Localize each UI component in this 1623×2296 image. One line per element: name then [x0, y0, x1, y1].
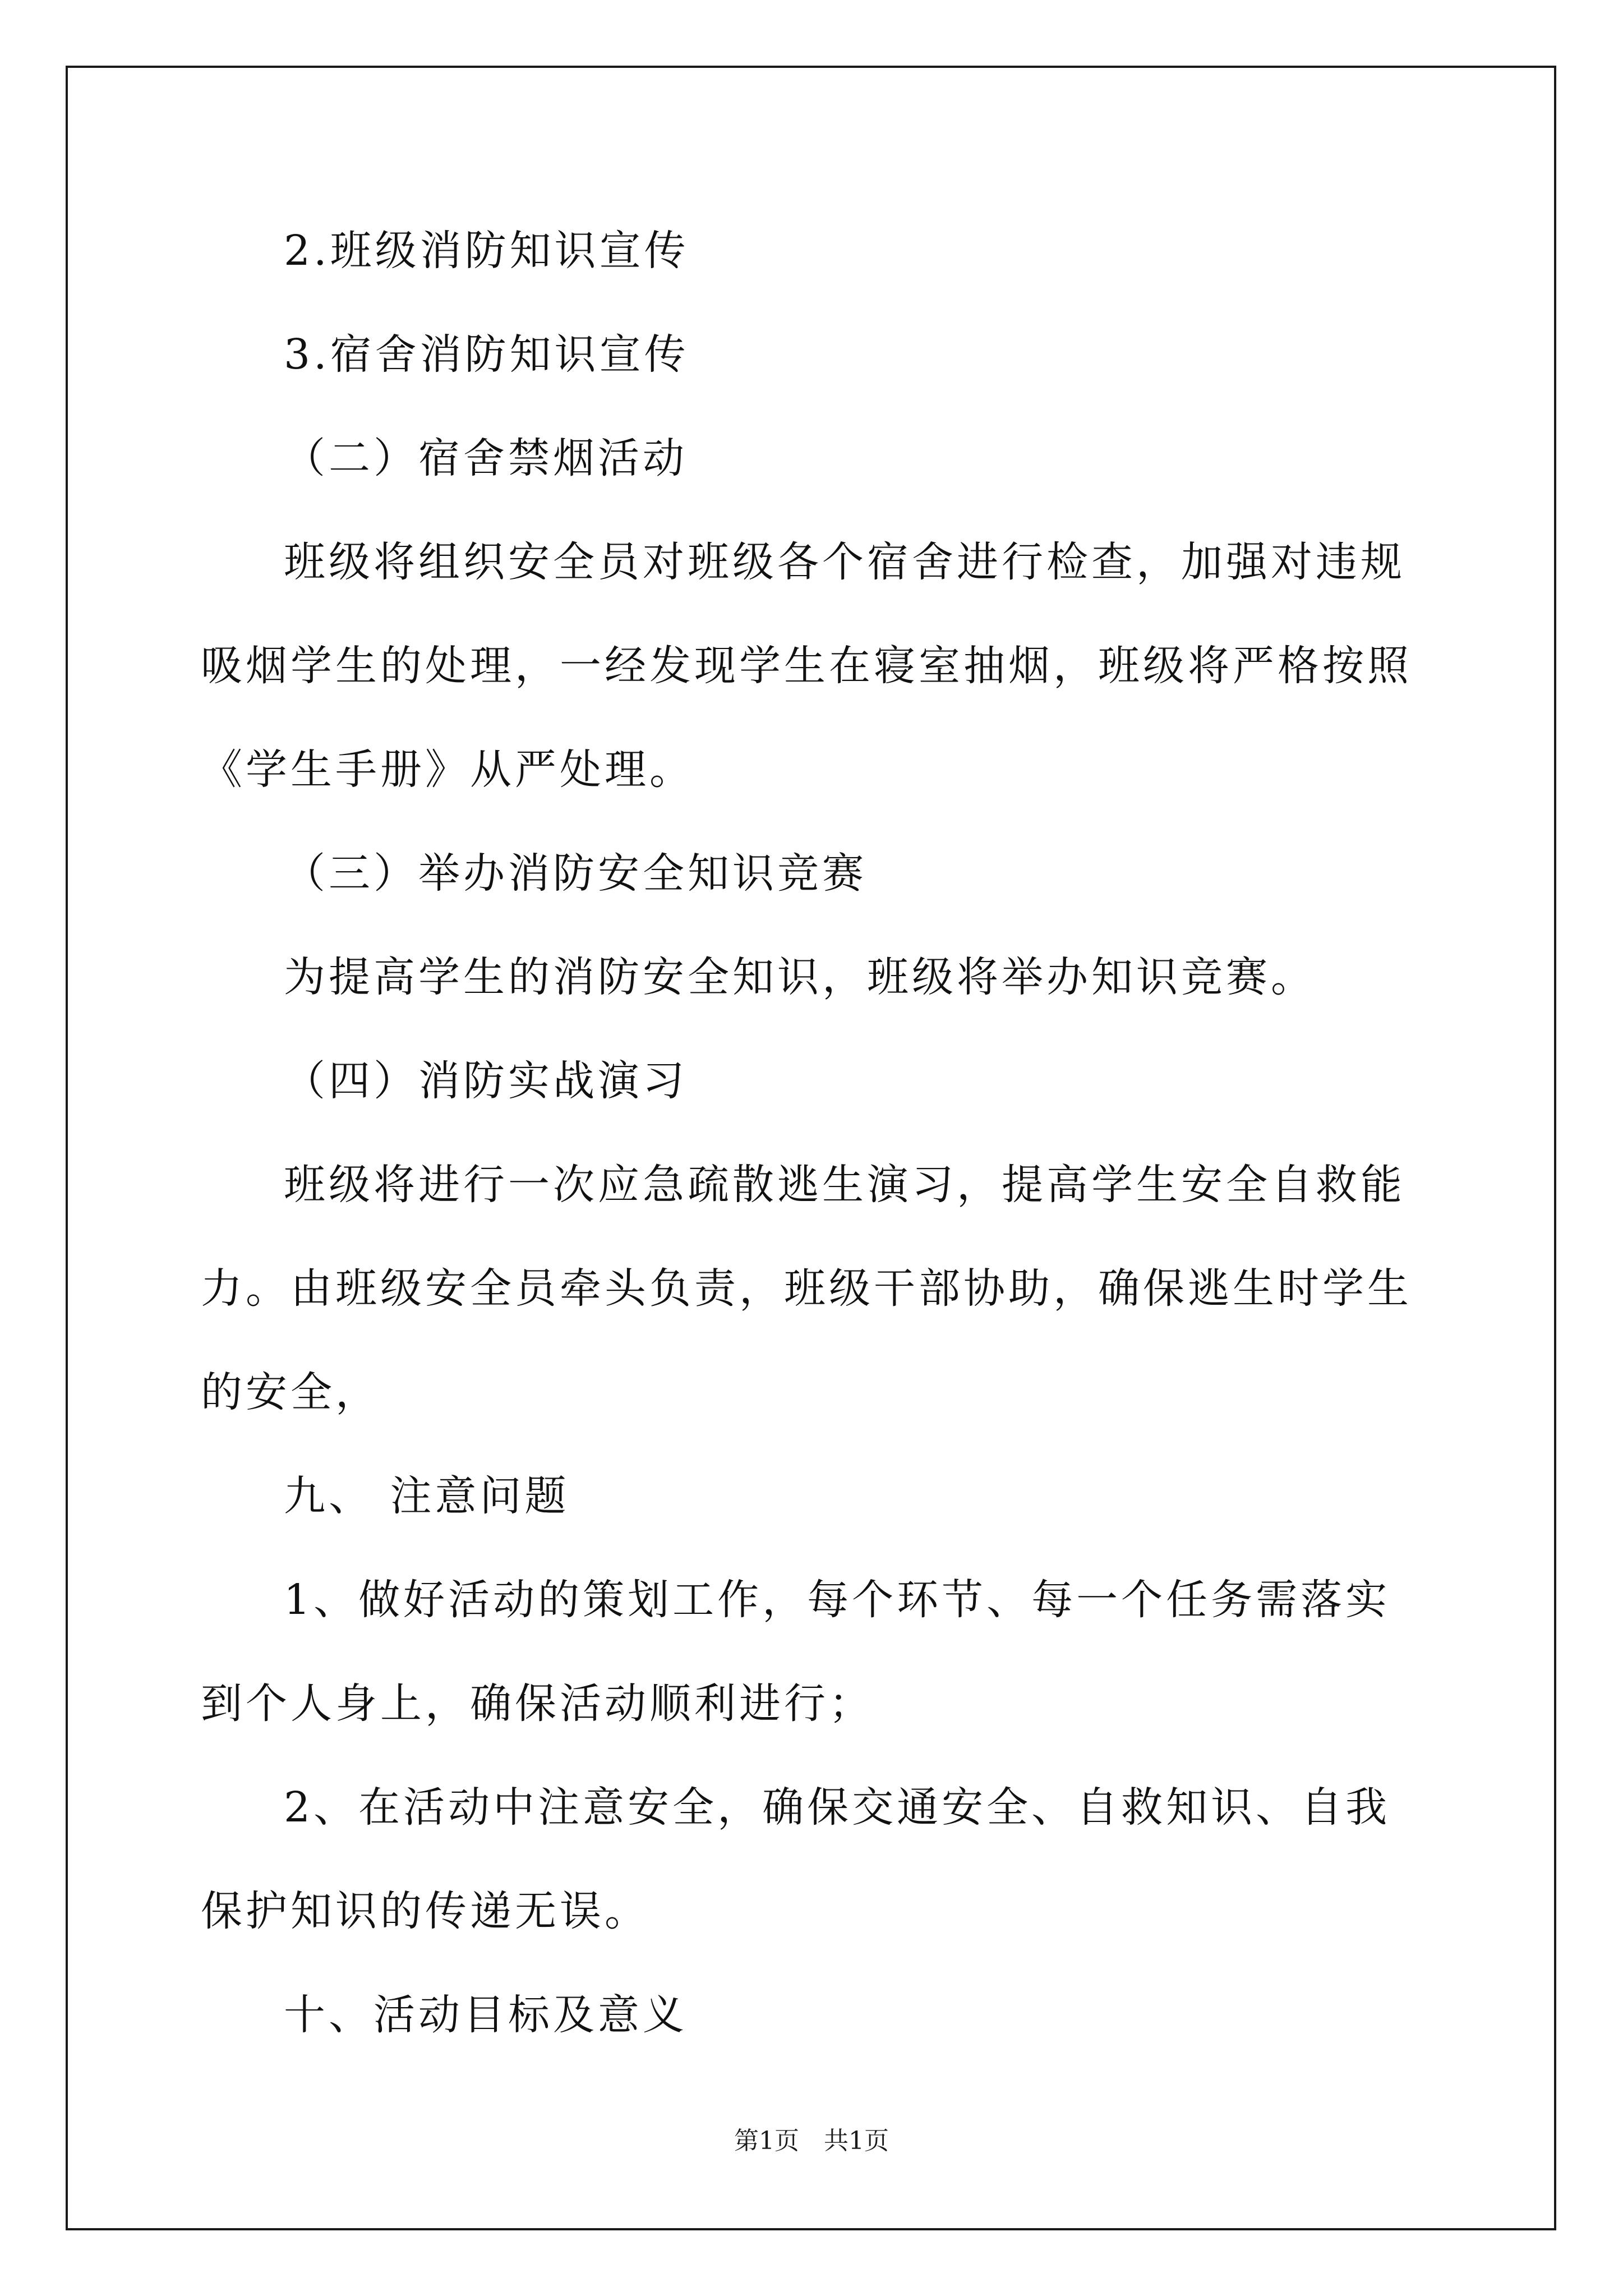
section-heading-precautions: 九、 注意问题	[284, 1472, 570, 1520]
paragraph-fire-drill: 班级将进行一次应急疏散逃生演习，提高学生安全自救能力。由班级安全员牵头负责，班级干部协助，确保逃生时学生的安全，	[201, 1161, 1412, 1416]
page-total: 共1页	[824, 2127, 889, 2155]
paragraph-class-fire-knowledge: 2.班级消防知识宣传	[284, 227, 689, 275]
section-heading-dorm-no-smoking: （二）宿舍禁烟活动	[284, 434, 688, 482]
document-body	[201, 199, 1429, 2067]
section-heading-fire-quiz: （三）举办消防安全知识竞赛	[284, 849, 867, 898]
page-number: 第1页	[734, 2127, 799, 2155]
paragraph-dorm-fire-knowledge: 3.宿舍消防知识宣传	[284, 330, 689, 379]
section-heading-goals: 十、活动目标及意义	[284, 1991, 688, 2039]
paragraph-precaution-1: 1、做好活动的策划工作，每个环节、每一个任务需落实到个人身上，确保活动顺利进行；	[201, 1576, 1391, 1728]
section-heading-fire-drill: （四）消防实战演习	[284, 1057, 688, 1105]
paragraph-dorm-inspection: 班级将组织安全员对班级各个宿舍进行检查，加强对违规吸烟学生的处理，一经发现学生在寝室抽烟，班级将严格按照《学生手册》从严处理。	[201, 538, 1412, 794]
paragraph-fire-quiz: 为提高学生的消防安全知识，班级将举办知识竞赛。	[284, 953, 1316, 1001]
paragraph-precaution-2: 2、在活动中注意安全，确保交通安全、自救知识、自我保护知识的传递无误。	[201, 1783, 1391, 1935]
page-footer	[0, 2120, 1623, 2156]
